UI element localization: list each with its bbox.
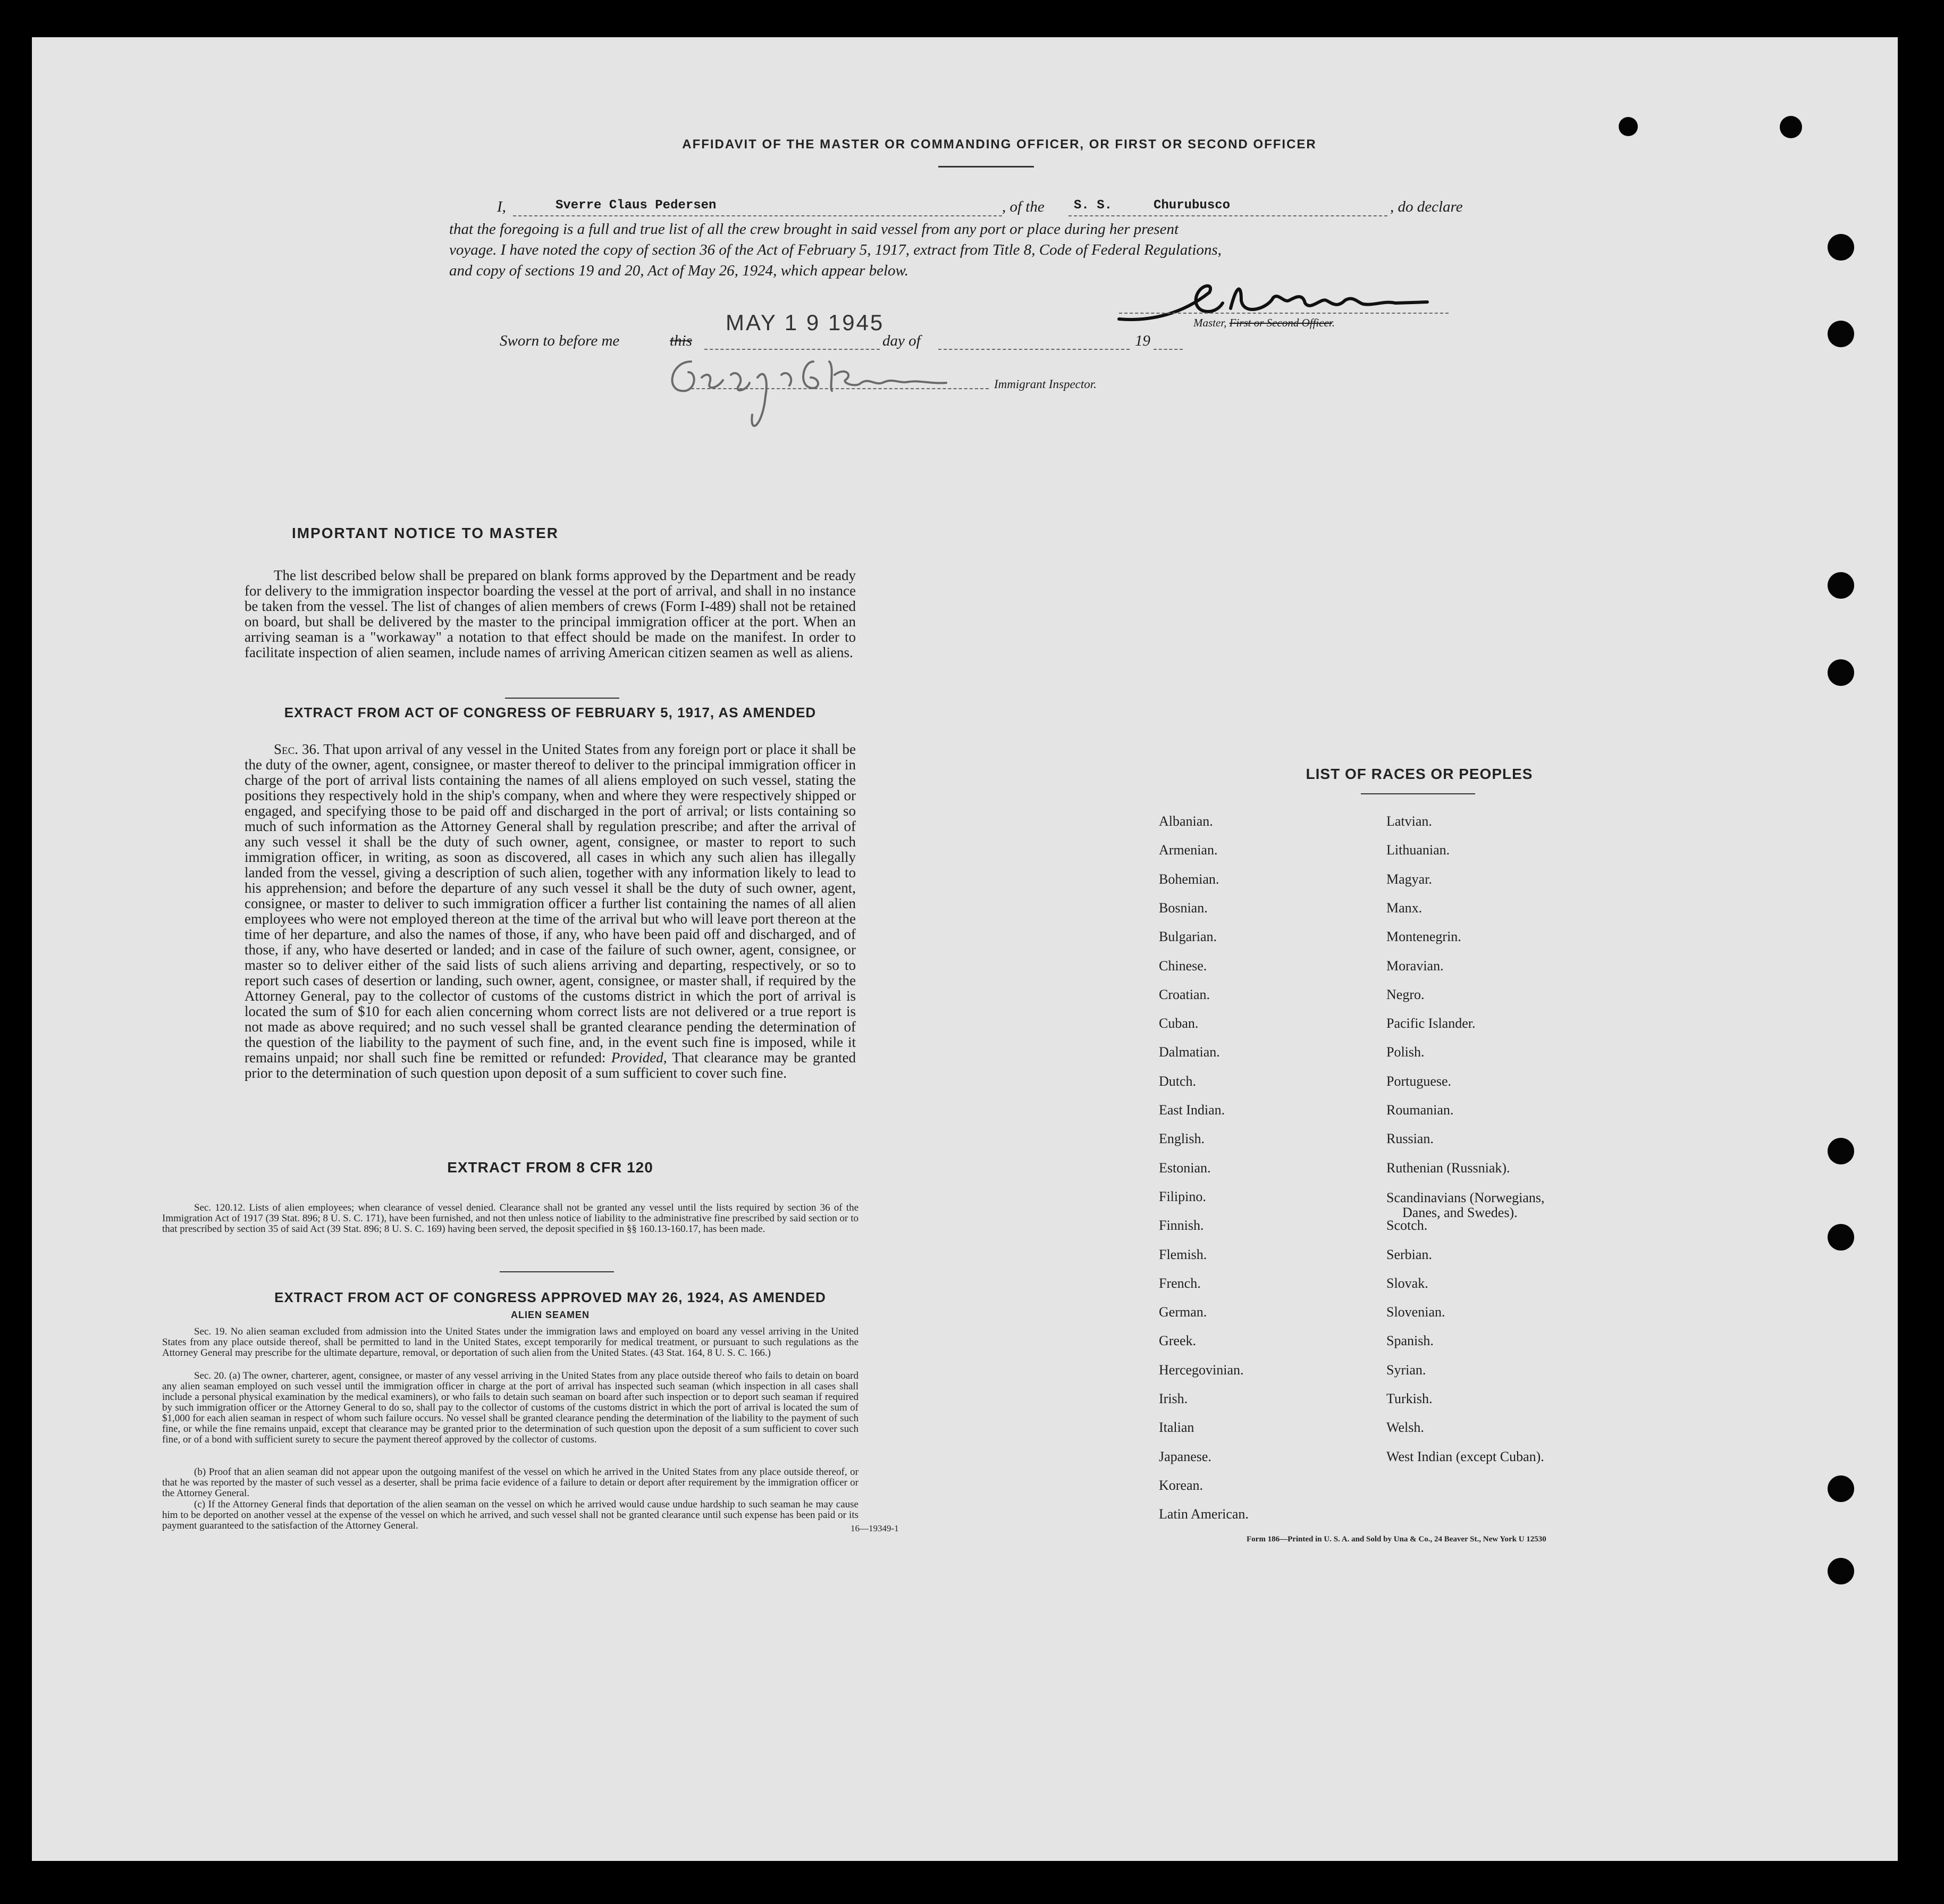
cfr-title: EXTRACT FROM 8 CFR 120	[447, 1159, 653, 1176]
race-item: Magyar.	[1386, 871, 1432, 887]
i-label: I,	[497, 198, 506, 215]
binder-hole	[1828, 572, 1854, 599]
race-item: Latvian.	[1386, 813, 1432, 829]
cfr-text: Sec. 120.12. Lists of alien employees; when clearance of vessel denied. Clearance shall not be granted any vessel until the lists required by section 36 of the Immigration Act of 1917 (39 Stat. 896; 8 U. S. C. 171), have been furnished, and not then unless notice of liability to the administrative fine prescribed by said section or to that prescribed by section 35 of said Act (39 Stat. 896; 8 U. S. C. 169) having been served, the deposit specified in §§ 160.13-160.17, has been made.	[162, 1202, 859, 1235]
extract-1917-title: EXTRACT FROM ACT OF CONGRESS OF FEBRUARY 5, 1917, AS AMENDED	[284, 704, 817, 720]
race-item: Croatian.	[1159, 986, 1210, 1002]
race-item: Estonian.	[1159, 1160, 1211, 1176]
sec-19-text: Sec. 19. No alien seaman excluded from admission into the United States under the immigration laws and employed on board any vessel arriving in the United States from any place outside thereof, shall be permitted to land in the United States, except temporarily for medical treatment, or pursuant to such regulations as the Attorney General may prescribe for the ultimate departure, removal, or deportation of such alien from the United States. (43 Stat. 164, 8 U. S. C. 166.)	[162, 1326, 859, 1358]
race-item: Bosnian.	[1159, 900, 1208, 916]
race-item: German.	[1159, 1304, 1207, 1320]
race-item: English.	[1159, 1131, 1205, 1147]
declaration-line-1: that the foregoing is a full and true list of all the crew brought in said vessel from any port or place during her present	[449, 221, 1179, 238]
inspector-signature-line	[691, 388, 989, 389]
race-item: French.	[1159, 1275, 1201, 1291]
race-item: Greek.	[1159, 1333, 1197, 1349]
race-item: Bulgarian.	[1159, 929, 1217, 945]
sec-36-body: That upon arrival of any vessel in the United States from any foreign port or place it shall be the duty of the owner, agent, consignee, or master thereof to deliver to the principal immigration officer in charge of the port of arrival lists containing the names of all aliens employed on such vessel, stating the positions they respectively hold in the ship's company, when and where they were respectively shipped or engaged, and specifying those to be paid off and discharged in the port of arrival; or lists containing so much of such information as the Attorney General shall by regulation prescribe; and after the arrival of any such vessel it shall be the duty of such owner, agent, consignee, or master to report to such immigration officer, in writing, as soon as discovered, all cases in which any such alien has illegally landed from the vessel, giving a description of such alien, together with any information likely to lead to his apprehension; and before the departure of any such vessel it shall be the duty of such owner, agent, consignee, or master to deliver to such immigration officer a further list containing the names of all alien employees who were not employed thereon at the time of the arrival but who will leave port thereon at the time of her departure, and also the names of those, if any, who have been paid off and discharged, and of those, if any, who have deserted or landed; and in case of the failure of such owner, agent, consignee, or master so to deliver either of the said lists of such aliens arriving and departing, respectively, or so to report such cases of desertion or landing, such owner, agent, consignee, or master shall, if required by the Attorney General, pay to the collector of customs of the customs district in which the port of arrival is located the sum of $10 for each alien concerning whom correct lists are not delivered or a true report is not made as above required; and no such vessel shall be granted clearance pending the determination of the question of the liability to the payment of such fine, and, in the event such fine is imposed, while it remains unpaid; nor shall such fine be remitted or refunded:	[245, 741, 856, 1066]
race-item: Welsh.	[1386, 1420, 1424, 1436]
form-code: 16—19349-1	[851, 1523, 899, 1533]
sec-36-label: Sec. 36.	[274, 741, 320, 757]
race-item: Serbian.	[1386, 1246, 1432, 1262]
race-item: Portuguese.	[1386, 1073, 1452, 1089]
title-divider	[938, 166, 1034, 167]
race-item: West Indian (except Cuban).	[1386, 1448, 1544, 1464]
alien-seamen-subtitle: ALIEN SEAMEN	[510, 1310, 590, 1320]
race-item: Dalmatian.	[1159, 1044, 1220, 1060]
race-item: Scandinavians (Norwegians,	[1386, 1189, 1545, 1205]
notice-text: The list described below shall be prepared on blank forms approved by the Department and be ready for delivery to the immigration inspector boarding the vessel at the port of arrival, and shall in no instance be taken from the vessel. The list of changes of alien members of crews (Form I-489) shall not be retained on board, but shall be delivered by the master to the principal immigration officer at the port. When an arriving seaman is a "workaway" a notation to that effect should be made on the manifest. In order to facilitate inspection of alien seamen, include names of arriving American citizen seamen as well as aliens.	[245, 567, 856, 660]
binder-hole	[1828, 1138, 1854, 1164]
binder-hole	[1780, 116, 1802, 138]
vessel-prefix-field: S. S.	[1074, 198, 1113, 213]
inspector-signature	[659, 346, 989, 441]
do-declare-label: , do declare	[1390, 198, 1463, 215]
day-of-label: day of	[882, 332, 921, 349]
vessel-name-field: Churubusco	[1154, 198, 1231, 213]
race-item: Scotch.	[1386, 1218, 1428, 1234]
binder-hole	[1828, 1475, 1854, 1502]
provided-text: That clearance may be granted prior to the determination of such question upon deposit of a sum sufficient to cover such fine.	[245, 1050, 856, 1081]
master-title-label	[1193, 316, 1335, 330]
race-item: Latin American.	[1159, 1506, 1249, 1522]
race-item: Irish.	[1159, 1391, 1188, 1406]
section-divider-2	[500, 1271, 614, 1272]
sec-20a-text: Sec. 20. (a) The owner, charterer, agent, consignee, or master of any vessel arriving in the United States from any place outside thereof who fails to detain on board any alien seaman employed on such vessel until the immigration officer in charge at the port of arrival has inspected such seaman (which inspection in all cases shall include a personal physical examination by the medical examiners), or who fails to detain such seaman on board after such inspection or to deport such seaman if required by such immigration officer or the Attorney General to do so, shall pay to the collector of customs of the customs district in which the port of arrival is located the sum of $1,000 for each alien seaman in respect of whom such failure occurs. No vessel shall be granted clearance pending the determination of the liability to the payment of such fine, or while the fine remains unpaid, except that clearance may be granted prior to the determination of such question upon the deposit of a sum sufficient to cover such fine, or of a bond with sufficient surety to secure the payment thereof approved by the collector of customs.	[162, 1370, 859, 1445]
extract-1917-text	[245, 742, 856, 1081]
race-item: Dutch.	[1159, 1073, 1197, 1089]
race-item: Bohemian.	[1159, 871, 1219, 887]
document-page	[32, 37, 1898, 1861]
race-item: Spanish.	[1386, 1333, 1434, 1349]
race-item: Flemish.	[1159, 1246, 1207, 1262]
master-signature-line	[1119, 313, 1449, 314]
race-item: Korean.	[1159, 1477, 1204, 1493]
race-item: Ruthenian (Russniak).	[1386, 1160, 1510, 1176]
provided-label: Provided,	[611, 1050, 667, 1066]
races-title: LIST OF RACES OR PEOPLES	[1306, 766, 1533, 782]
binder-hole	[1619, 117, 1638, 136]
race-item: Japanese.	[1159, 1448, 1211, 1464]
notice-title: IMPORTANT NOTICE TO MASTER	[291, 525, 559, 541]
sec-20c-text: (c) If the Attorney General finds that deportation of the alien seaman on the vessel on which he arrived would cause undue hardship to such seaman he may cause him to be deported on another vessel at the expense of the vessel on which he arrived, and such vessel shall not be granted clearance until such expense has been paid or its payment guaranteed to the satisfaction of the Attorney General.	[162, 1499, 859, 1531]
sec-20b-text: (b) Proof that an alien seaman did not appear upon the outgoing manifest of the vessel on which he arrived in the United States from any place outside thereof, or that he was reported by the master of such vessel as a deserter, shall be prima facie evidence of a failure to detain or deport after requirement by the immigration officer or the Attorney General.	[162, 1466, 859, 1499]
binder-hole	[1828, 321, 1854, 347]
race-item: Hercegovinian.	[1159, 1362, 1244, 1378]
affidavit-title: AFFIDAVIT OF THE MASTER OR COMMANDING OFFICER, OR FIRST OR SECOND OFFICER	[682, 137, 1317, 152]
master-name-field: Sverre Claus Pedersen	[556, 198, 717, 213]
date-stamp: MAY 1 9 1945	[726, 310, 885, 335]
race-item: Pacific Islander.	[1386, 1016, 1476, 1031]
race-item: Armenian.	[1159, 842, 1218, 858]
race-item: Slovak.	[1386, 1275, 1428, 1291]
declaration-line-3: and copy of sections 19 and 20, Act of May 26, 1924, which appear below.	[449, 262, 908, 279]
race-item: Montenegrin.	[1386, 929, 1461, 945]
inspector-label: Immigrant Inspector.	[994, 378, 1097, 391]
race-item: Roumanian.	[1386, 1102, 1454, 1118]
race-item: Turkish.	[1386, 1391, 1433, 1406]
binder-hole	[1828, 1224, 1854, 1251]
binder-hole	[1828, 659, 1854, 686]
race-item: East Indian.	[1159, 1102, 1225, 1118]
master-label-period: .	[1332, 316, 1335, 329]
race-item: Chinese.	[1159, 958, 1207, 974]
sworn-label: Sworn to before me	[500, 332, 620, 349]
race-item: Danes, and Swedes).	[1402, 1204, 1518, 1220]
extract-1924-title: EXTRACT FROM ACT OF CONGRESS APPROVED MAY 26, 1924, AS AMENDED	[274, 1289, 826, 1305]
race-item: Finnish.	[1159, 1218, 1204, 1234]
name-underline	[513, 215, 1002, 216]
race-item: Manx.	[1386, 900, 1423, 916]
year-underline	[1154, 349, 1183, 350]
vessel-underline	[1068, 215, 1387, 216]
first-second-officer-struck: First or Second Officer	[1229, 316, 1332, 329]
race-item: Cuban.	[1159, 1016, 1199, 1031]
race-item: Polish.	[1386, 1044, 1425, 1060]
race-item: Slovenian.	[1386, 1304, 1445, 1320]
master-label: Master,	[1193, 316, 1230, 329]
race-item: Italian	[1159, 1420, 1194, 1436]
race-item: Syrian.	[1386, 1362, 1426, 1378]
binder-hole	[1828, 234, 1854, 261]
race-item: Lithuanian.	[1386, 842, 1450, 858]
race-item: Russian.	[1386, 1131, 1434, 1147]
race-item: Albanian.	[1159, 813, 1213, 829]
sworn-this-label: this	[670, 332, 692, 349]
declaration-line-2: voyage. I have noted the copy of section 36 of the Act of February 5, 1917, extract from Title 8, Code of Federal Regulations,	[449, 241, 1222, 258]
year-label: 19	[1135, 332, 1150, 349]
races-divider	[1361, 793, 1475, 794]
race-item: Moravian.	[1386, 958, 1444, 974]
binder-hole	[1828, 1558, 1854, 1584]
of-the-label: , of the	[1002, 198, 1045, 215]
printer-footer: Form 186—Printed in U. S. A. and Sold by Una & Co., 24 Beaver St., New York U 12530	[1247, 1535, 1546, 1544]
race-item: Negro.	[1386, 986, 1425, 1002]
race-item: Filipino.	[1159, 1188, 1206, 1204]
section-divider-1	[505, 698, 619, 699]
